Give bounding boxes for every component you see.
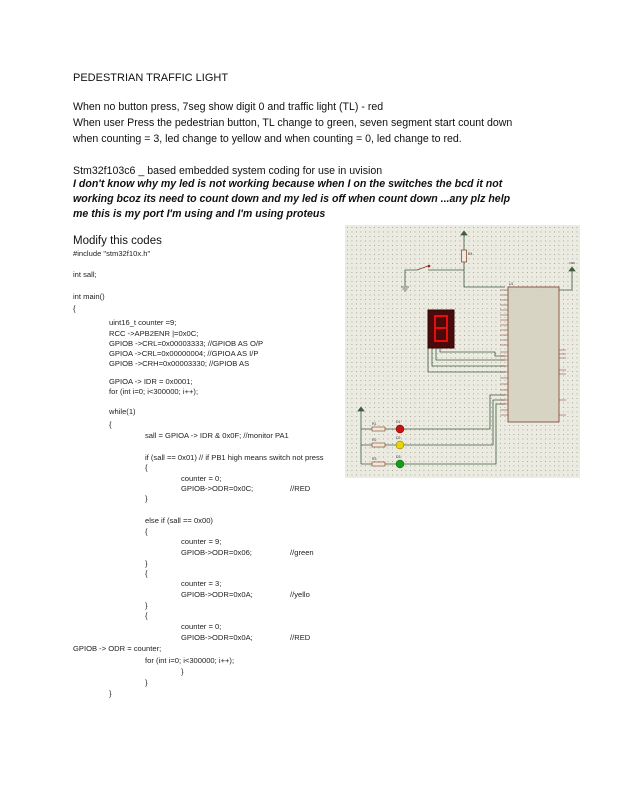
code-line: int main()	[73, 292, 105, 301]
d1-label: D1	[396, 420, 401, 424]
u1-label: U1	[509, 282, 514, 286]
code-line: }	[145, 678, 148, 687]
code-line: {	[145, 569, 148, 578]
resistor-r2	[372, 443, 385, 447]
code-line: counter = 3;	[181, 579, 222, 588]
proteus-schematic	[345, 225, 580, 478]
code-line: for (int i=0; i<300000; i++);	[145, 656, 235, 665]
code-line: {	[73, 304, 76, 313]
svg-text:. . .: . . .	[540, 290, 544, 292]
led-yellow-icon	[396, 441, 404, 449]
code-line: else if (sall == 0x00)	[145, 516, 213, 525]
code-line: }	[109, 689, 112, 698]
stm32-chip-u1	[508, 287, 559, 422]
code-line: if (sall == 0x01) // if PB1 high means switch not press	[145, 453, 324, 462]
code-line: }	[181, 667, 184, 676]
code-line: GPIOB->ODR=0x0A;	[181, 590, 253, 599]
resistor-r4	[462, 250, 467, 262]
code-line: GPIOA -> IDR = 0x0001;	[109, 377, 193, 386]
document-title: PEDESTRIAN TRAFFIC LIGHT	[73, 72, 229, 84]
r4-label: R4	[468, 252, 473, 256]
svg-text:. . . . .: . . . . .	[510, 290, 516, 292]
led-green-icon	[396, 460, 404, 468]
led-red-icon	[396, 425, 404, 433]
code-line: GPIOB ->CRH=0x00003330; //GPIOB AS	[109, 359, 250, 368]
code-line: RCC ->APB2ENR |=0x0C;	[109, 329, 199, 338]
question-line: working bcoz its need to count down and my led is off when count down ...any plz help	[73, 193, 511, 205]
code-line: }	[145, 559, 148, 568]
r2-label: R2	[372, 438, 377, 442]
code-line: counter = 0;	[181, 474, 222, 483]
code-comment: //green	[290, 548, 314, 557]
code-line: GPIOB -> ODR = counter;	[73, 644, 162, 653]
d2-label: D2	[396, 436, 401, 440]
code-line: {	[145, 611, 148, 620]
code-line: counter = 0;	[181, 622, 222, 631]
code-line: GPIOB ->CRL=0x00003333; //GPIOB AS O/P	[109, 339, 264, 348]
code-comment: //RED	[290, 484, 311, 493]
code-line: GPIOB->ODR=0x0C;	[181, 484, 254, 493]
description-line: When user Press the pedestrian button, TL change to green, seven segment start count down	[73, 117, 513, 129]
code-comment: //RED	[290, 633, 311, 642]
code-line: GPIOB->ODR=0x06;	[181, 548, 252, 557]
code-line: }	[145, 601, 148, 610]
code-line: {	[145, 527, 148, 536]
code-line: }	[145, 494, 148, 503]
code-line: GPIOA ->CRL=0x00000004; //GPIOA AS I/P	[109, 349, 259, 358]
code-heading: Modify this codes	[73, 235, 162, 247]
code-line: sall = GPIOA -> IDR & 0x0F; //monitor PA1	[145, 431, 289, 440]
code-line: for (int i=0; i<300000; i++);	[109, 387, 199, 396]
d3-label: D3	[396, 455, 401, 459]
code-line: int sall;	[73, 270, 97, 279]
question-line: I don't know why my led is not working because when I on the switches the bcd it not	[73, 178, 503, 190]
code-line: GPIOB->ODR=0x0A;	[181, 633, 253, 642]
code-line: while(1)	[109, 407, 136, 416]
code-line: #include "stm32f10x.h"	[73, 249, 151, 258]
description-line: when counting = 3, led change to yellow and when counting = 0, led change to red.	[73, 133, 462, 145]
code-line: {	[109, 420, 112, 429]
resistor-r3	[372, 462, 385, 466]
description-line: When no button press, 7seg show digit 0 and traffic light (TL) - red	[73, 101, 384, 113]
code-line: uint16_t counter =9;	[109, 318, 177, 327]
r1-label: R1	[372, 422, 377, 426]
r3-label: R3	[372, 457, 377, 461]
vdd-label: VDD	[568, 261, 576, 265]
code-line: counter = 9;	[181, 537, 222, 546]
code-comment: //yello	[290, 590, 310, 599]
code-line: {	[145, 463, 148, 472]
resistor-r1	[372, 427, 385, 431]
question-line: me this is my port I'm using and I'm using proteus	[73, 208, 326, 220]
platform-line: Stm32f103c6 _ based embedded system coding for use in uvision	[73, 165, 383, 177]
switch-indicator	[428, 265, 431, 268]
